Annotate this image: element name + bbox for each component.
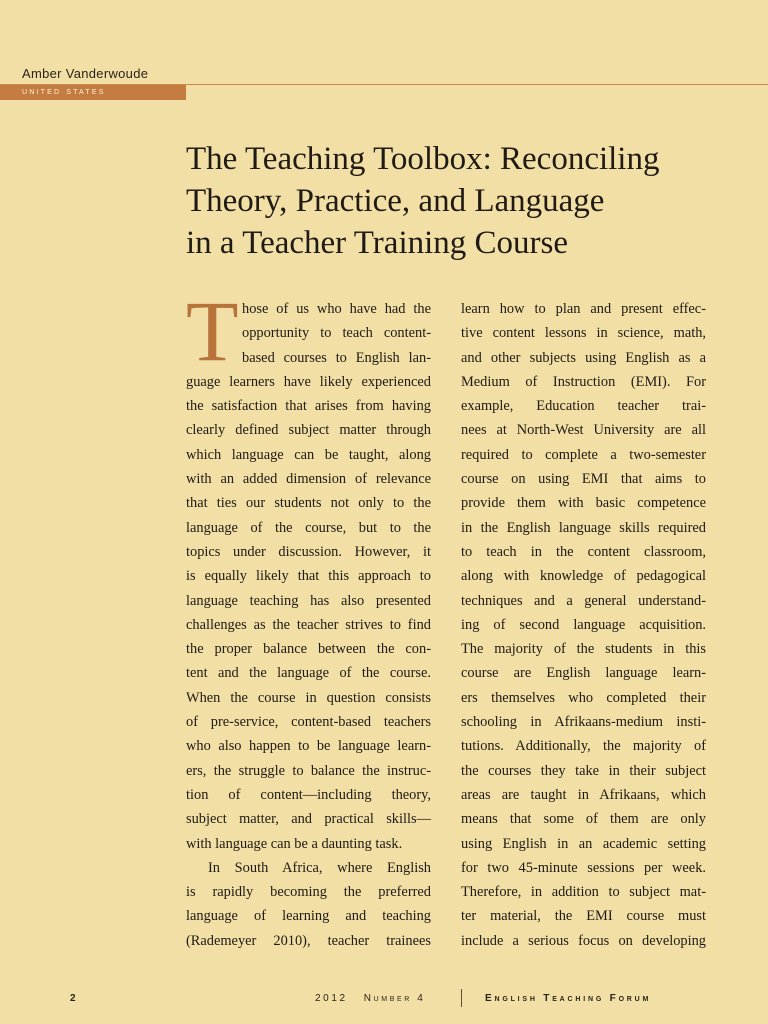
text-line: is rapidly becoming the preferred (186, 884, 431, 901)
text-line: who also happen to be language learn- (186, 738, 431, 755)
journal-name: English Teaching Forum (485, 993, 652, 1004)
text-line: tent and the language of the course. (186, 665, 431, 682)
text-line: tutions. Additionally, the majority of (461, 738, 706, 755)
issue-info (315, 993, 425, 1004)
text-line: When the course in question consists (186, 689, 431, 706)
text-line: of pre-service, content-based teachers (186, 714, 431, 731)
country-label: united states (22, 86, 106, 97)
text-line: the satisfaction that arises from having (186, 398, 431, 415)
text-line: to teach in the content classroom, (461, 543, 706, 560)
text-line: Therefore, in addition to subject mat- (461, 884, 706, 901)
text-line: include a serious focus on developing (461, 932, 706, 949)
page-number: 2 (70, 993, 76, 1004)
text-line: ter material, the EMI course must (461, 908, 706, 925)
text-line: language of the course, but to the (186, 519, 431, 536)
text-line: challenges as the teacher strives to find (186, 616, 431, 633)
text-line: along with knowledge of pedagogical (461, 568, 706, 585)
text-line: clearly defined subject matter through (186, 422, 431, 439)
text-line: Medium of Instruction (EMI). For (461, 373, 706, 390)
text-line: and other subjects using English as a (461, 349, 706, 366)
text-line: ers themselves who completed their (461, 689, 706, 706)
text-line: the courses they take in their subject (461, 762, 706, 779)
text-line: for two 45-minute sessions per week. (461, 859, 706, 876)
left-column (186, 297, 431, 953)
issue-number: Number 4 (363, 993, 426, 1004)
text-line: areas are taught in Afrikaans, which (461, 786, 706, 803)
text-line: with language can be a daunting task. (186, 835, 403, 852)
text-line: required to complete a two-semester (461, 446, 706, 463)
text-line: that ties our students not only to the (186, 495, 431, 512)
text-line: tion of content—including theory, (186, 786, 431, 803)
text-line: (Rademeyer 2010), teacher trainees (186, 932, 431, 949)
right-column (461, 297, 706, 953)
text-line: in the English language skills required (461, 519, 706, 536)
text-line: opportunity to teach content- (242, 325, 431, 342)
text-line: provide them with basic competence (461, 495, 706, 512)
text-line: with an added dimension of relevance (186, 471, 431, 488)
title-line: Theory, Practice, and Language (186, 183, 605, 219)
text-line: based courses to English lan- (242, 349, 431, 366)
text-line: language of learning and teaching (186, 908, 431, 925)
text-line: The majority of the students in this (461, 641, 706, 658)
text-line: course on using EMI that aims to (461, 471, 706, 488)
article-title (186, 138, 746, 264)
title-line: in a Teacher Training Course (186, 225, 569, 261)
text-line: techniques and a general understand- (461, 592, 706, 609)
title-line: The Teaching Toolbox: Reconciling (186, 141, 660, 177)
text-line: nees at North-West University are all (461, 422, 706, 439)
text-line: means that some of them are only (461, 811, 706, 828)
text-line: course are English language learn- (461, 665, 706, 682)
text-line: ing of second language acquisition. (461, 616, 706, 633)
text-line: is equally likely that this approach to (186, 568, 431, 585)
text-line: subject matter, and practical skills— (186, 811, 431, 828)
issue-year: 2012 (315, 993, 348, 1004)
text-line: using English in an academic setting (461, 835, 706, 852)
text-line: learn how to plan and present effec- (461, 301, 706, 317)
footer-separator (461, 989, 462, 1007)
text-line: the proper balance between the con- (186, 641, 431, 658)
text-line: In South Africa, where English (208, 859, 431, 876)
text-line: topics under discussion. However, it (186, 543, 431, 560)
text-line: language teaching has also presented (186, 592, 431, 609)
text-line: example, Education teacher trai- (461, 398, 706, 415)
drop-cap: T (186, 283, 239, 379)
text-line: tive content lessons in science, math, (461, 325, 706, 342)
country-band (0, 85, 186, 100)
text-line: schooling in Afrikaans-medium insti- (461, 714, 706, 731)
text-line: hose of us who have had the (242, 301, 431, 317)
text-line: which language can be taught, along (186, 446, 431, 463)
text-line: ers, the struggle to balance the instruc- (186, 762, 431, 779)
author-name: Amber Vanderwoude (22, 66, 149, 81)
text-line: guage learners have likely experienced (186, 373, 431, 390)
